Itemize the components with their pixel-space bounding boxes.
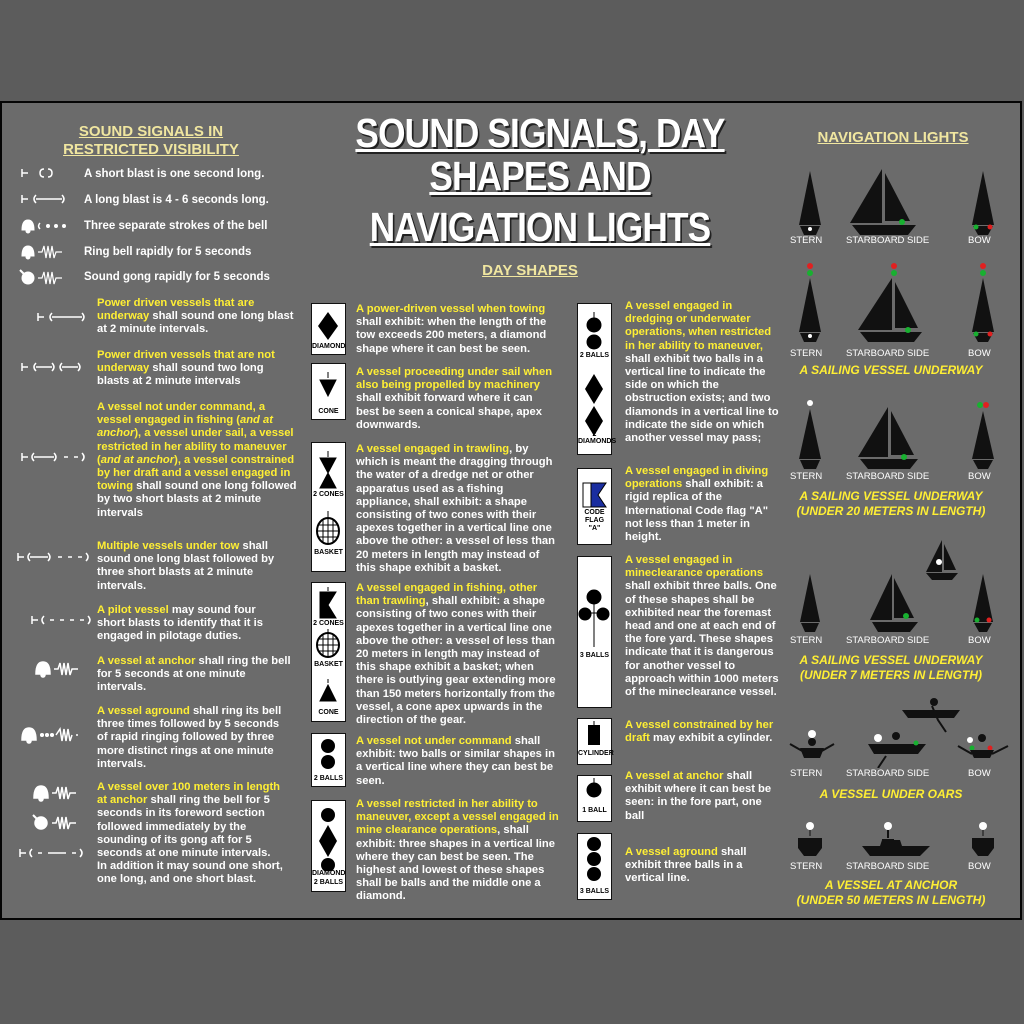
- fishing-shape-card: [311, 582, 346, 722]
- rowboat-bow-icon: [958, 734, 1008, 758]
- sail-stern-icon: [799, 171, 821, 235]
- code-flag-label: CODE FLAG "A": [584, 509, 605, 532]
- one-ball-card: [577, 775, 612, 822]
- anchor-bow-icon: [972, 822, 994, 856]
- sound-heading-line-2: RESTRICTED VISIBILITY: [63, 141, 239, 158]
- bell-strokes-icon: [22, 220, 66, 233]
- title-line-1: SOUND SIGNALS, DAY SHAPES AND: [355, 110, 725, 199]
- cone-label: CONE: [318, 408, 339, 415]
- two-balls-card: [311, 733, 346, 787]
- row3-stern-label: STERN: [790, 471, 823, 482]
- caption-sailing-underway: A SAILING VESSEL UNDERWAY: [799, 363, 983, 377]
- legend-long-blast-text: A long blast is 4 - 6 seconds long.: [84, 194, 269, 206]
- large-anchor-gong-icon: [33, 815, 76, 829]
- legend-bell-strokes-text: Three separate strokes of the bell: [84, 220, 268, 232]
- signal-power-not-underway: Power driven vessels that are not underway shall sound two long blasts at 2 minute intervals: [97, 349, 275, 388]
- legend-ring-bell-text: Ring bell rapidly for 5 seconds: [84, 246, 252, 258]
- row4-stern-label: STERN: [790, 635, 823, 646]
- signal-over-100m: A vessel over 100 meters in length at anchor shall ring the bell for 5 seconds in its foreword section followed immediately by the sounding of its gong aft for 5 seconds at one minute intervals. In addition it may sound one short, one long, and one short blast.: [97, 781, 283, 886]
- anchor-stern-icon: [798, 822, 822, 856]
- long-blast-icon: [22, 195, 64, 203]
- two-cones-icon-fishing: [320, 587, 336, 618]
- row3-starboard-label: STARBOARD SIDE: [846, 471, 930, 482]
- sail-bow-icon: [972, 171, 994, 235]
- row1-starboard-label: STARBOARD SIDE: [846, 235, 930, 246]
- sail-stern-20m-icon: [799, 400, 821, 469]
- two-diamonds-icon: [585, 374, 603, 436]
- dayshape-dredging-text: A vessel engaged in dredging or underwater operations, when restricted in her ability to maneuver, shall exhibit two balls in a vertical line to indicate the side on which the obstruction exists; and two diamonds in a vertical line to indicate the side on which another vessel may pass;: [625, 300, 779, 445]
- legend-gong-text: Sound gong rapidly for 5 seconds: [84, 271, 270, 283]
- row6-starboard-label: STARBOARD SIDE: [846, 861, 930, 872]
- code-flag-a-icon: [583, 483, 606, 507]
- cylinder-icon: [588, 721, 600, 745]
- three-balls-mine-icon: [579, 590, 609, 647]
- large-anchor-bell-icon: [34, 786, 76, 801]
- cone-up-icon: [320, 679, 336, 701]
- signal-aground: A vessel aground shall ring its bell three times followed by 5 seconds of rapid ringing followed by three more distinct rings at one minute intervals.: [97, 705, 282, 770]
- sail-starboard-20m-icon: [858, 407, 918, 469]
- dayshape-mineclearance-text: A vessel engaged in mineclearance operations shall exhibit three balls. One of these shapes shall be exhibited near the foremast head and one at each end of the fore yard. These shapes indicate that it is dangerous for another vessel to approach within 1000 meters of the mineclearance vessel.: [625, 554, 779, 699]
- sail-bow-7m-icon: [973, 574, 993, 632]
- diamond-shape-icon: [318, 312, 338, 340]
- caption-sailing-under-7m: A SAILING VESSEL UNDERWAY (UNDER 7 METERS IN LENGTH): [799, 653, 983, 682]
- page-title: [325, 112, 755, 249]
- rowboat-stern-icon: [790, 730, 834, 758]
- cone-shape-card: [311, 363, 346, 420]
- legend-short-blast-text: A short blast is one second long.: [84, 168, 265, 180]
- nav-row-5-icons: [786, 696, 1016, 768]
- row6-bow-label: BOW: [968, 861, 991, 872]
- anchor-starboard-icon: [862, 822, 930, 856]
- basket-label: BASKET: [314, 549, 343, 556]
- three-balls-mine-label: 3 BALLS: [579, 652, 610, 659]
- signal-power-underway: Power driven vessels that are underway shall sound one long blast at 2 minute intervals.: [97, 297, 294, 336]
- row1-stern-label: STERN: [790, 235, 823, 246]
- two-balls-icon: [321, 739, 335, 769]
- cone-label-fishing: CONE: [318, 709, 339, 716]
- nav-row-2-icons: [790, 260, 1010, 350]
- signal-anchor: A vessel at anchor shall ring the bell for 5 seconds at one minute intervals.: [97, 655, 291, 694]
- two-balls-dredging-label: 2 BALLS: [579, 352, 610, 359]
- dayshape-constrained-text: A vessel constrained by her draft may exhibit a cylinder.: [625, 719, 774, 745]
- rowboat-starboard-icon: [868, 732, 926, 768]
- nav-row-6-icons: [790, 818, 1010, 863]
- dredging-shapes-card: [577, 303, 617, 455]
- diamond-two-balls-label: DIAMOND 2 BALLS: [312, 870, 346, 886]
- rowboat-side-top-icon: [902, 698, 960, 732]
- one-ball-label: 1 BALL: [582, 807, 607, 814]
- two-cones-icon: [320, 451, 336, 488]
- trawling-shape-card: [311, 442, 346, 572]
- sound-heading-line-1: SOUND SIGNALS IN: [78, 123, 224, 140]
- signal-icons-column: [14, 300, 96, 870]
- row5-stern-label: STERN: [790, 768, 823, 779]
- one-long-blast-icon: [38, 313, 84, 321]
- two-balls-label: 2 BALLS: [313, 775, 344, 782]
- anchor-bell-icon: [36, 662, 78, 677]
- sail-stern-masthead-icon: [799, 263, 821, 342]
- two-long-blasts-icon: [22, 363, 80, 371]
- title-line-2: NAVIGATION LIGHTS: [369, 204, 711, 250]
- sail-starboard-icon: [850, 169, 916, 235]
- dayshape-sail-motor-text: A vessel proceeding under sail when also being propelled by machinery shall exhibit forward where it can best be seen a conical shape, apex downwards.: [356, 366, 553, 431]
- nav-row-3-icons: [790, 397, 1010, 475]
- short-blast-icon: [22, 169, 52, 177]
- caption-sailing-under-20m: A SAILING VESSEL UNDERWAY (UNDER 20 METERS IN LENGTH): [796, 489, 986, 518]
- nav-row-4-icons: [790, 536, 1010, 636]
- two-diamonds-label: 2 DIAMONDS: [578, 431, 617, 445]
- dayshape-trawling-text: A vessel engaged in trawling, by which is meant the dragging through the water of a dredge net or other apparatus used as a fishing appliance, shall exhibit: a shape consisting of two cones with their apexes together in a vertical line one above the other: a vessel of less than 20 meters in length may instead of this shape exhibit a basket.: [356, 443, 555, 574]
- two-balls-dredging-icon: [587, 312, 601, 349]
- gong-icon: [20, 270, 62, 284]
- sail-stern-7m-icon: [800, 574, 820, 632]
- long-three-short-icon: [18, 553, 88, 561]
- dayshape-towing-text: A power-driven vessel when towing shall exhibit: when the length of the tow exceeds 200 meters, a diamond shape where it can best be seen.: [356, 303, 547, 355]
- row2-starboard-label: STARBOARD SIDE: [846, 348, 930, 359]
- navigation-lights-heading: NAVIGATION LIGHTS: [817, 129, 969, 146]
- legend-icons: [18, 166, 78, 288]
- small-sail-torch-icon: [926, 540, 958, 580]
- row2-stern-label: STERN: [790, 348, 823, 359]
- row5-bow-label: BOW: [968, 768, 991, 779]
- dayshape-nuc-text: A vessel not under command shall exhibit: two balls or similar shapes in a vertical line where they can best be seen.: [356, 735, 555, 787]
- basket-icon-fishing: [317, 629, 339, 657]
- three-balls-mine-card: [577, 556, 612, 708]
- dayshape-aground-text: A vessel aground shall exhibit three balls in a vertical line.: [625, 846, 747, 885]
- basket-label-fishing: BASKET: [314, 661, 343, 668]
- row5-starboard-label: STARBOARD SIDE: [846, 768, 930, 779]
- diamond-shape-card: [311, 303, 346, 355]
- caption-under-oars: A VESSEL UNDER OARS: [819, 787, 963, 801]
- code-flag-card: [577, 468, 612, 545]
- signal-multiple-tow: Multiple vessels under tow shall sound one long blast followed by three short blasts at 2 minute intervals.: [97, 540, 275, 592]
- basket-icon: [317, 511, 339, 544]
- row1-bow-label: BOW: [968, 235, 991, 246]
- one-ball-icon: [587, 778, 601, 797]
- two-cones-label-fishing: 2 CONES: [313, 620, 344, 627]
- two-cones-label: 2 CONES: [313, 491, 344, 498]
- three-balls-aground-label: 3 BALLS: [579, 888, 610, 895]
- row3-bow-label: BOW: [968, 471, 991, 482]
- caption-anchor-under-50m: A VESSEL AT ANCHOR (UNDER 50 METERS IN LENGTH): [796, 878, 986, 907]
- dayshape-anchor-text: A vessel at anchor shall exhibit where it can best be seen: in the fore part, one ball: [625, 770, 772, 822]
- sail-starboard-masthead-icon: [858, 263, 922, 342]
- signal-restricted-vessels: A vessel not under command, a vessel engaged in fishing (and at anchor), a vessel under sail, a vessel restricted in her ability to maneuver (and at anchor), a vessel constrained by her draft and a vessel engaged in towing shall sound one long followed by two short blasts at 2 minute intervals: [97, 401, 297, 519]
- row4-starboard-label: STARBOARD SIDE: [846, 635, 930, 646]
- three-balls-aground-card: [577, 833, 612, 900]
- day-shapes-heading: DAY SHAPES: [482, 262, 578, 279]
- dayshape-fishing-text: A vessel engaged in fishing, other than trawling, shall exhibit: a shape consisting of two cones with their apexes together in a vertical line one above the other: a vessel of less than 20 meters in length may instead of this shape exhibit a basket; when there is outlying gear extending more than 150 meters horizontally from the vessel, a cone apex upwards in the direction of the gear.: [356, 582, 556, 727]
- cone-shape-icon: [320, 372, 336, 396]
- diamond-label: DIAMOND: [312, 343, 346, 350]
- row2-bow-label: BOW: [968, 348, 991, 359]
- row6-stern-label: STERN: [790, 861, 823, 872]
- cylinder-label: CYLINDER: [578, 750, 614, 757]
- cylinder-card: [577, 718, 612, 765]
- ring-bell-icon: [22, 246, 62, 259]
- row4-bow-label: BOW: [968, 635, 991, 646]
- dayshape-ram-text: A vessel restricted in her ability to maneuver, except a vessel engaged in mine clearance operations, shall exhibit: three shapes in a vertical line where they can best be seen. The highest and lowest of these shapes shall be balls and the middle one a diamond.: [356, 798, 559, 903]
- sound-signals-heading: [40, 123, 262, 159]
- sail-bow-20m-icon: [972, 402, 994, 469]
- ball-diamond-ball-card: [311, 800, 346, 892]
- short-long-short-icon: [20, 849, 82, 857]
- sail-bow-masthead-icon: [972, 263, 994, 342]
- four-short-blasts-icon: [32, 616, 90, 624]
- ball-diamond-ball-icon: [319, 808, 337, 871]
- aground-bell-icon: [22, 728, 78, 743]
- dayshape-diving-text: A vessel engaged in diving operations shall exhibit: a rigid replica of the International Code flag "A" not less than 1 meter in height.: [625, 465, 769, 544]
- signal-pilot-vessel: A pilot vessel may sound four short blasts to identify that it is engaged in pilotage duties.: [97, 604, 263, 643]
- nav-row-1-icons: [790, 163, 1010, 243]
- long-two-short-icon: [22, 453, 84, 461]
- sail-starboard-7m-icon: [870, 574, 918, 632]
- three-balls-aground-icon: [587, 837, 601, 881]
